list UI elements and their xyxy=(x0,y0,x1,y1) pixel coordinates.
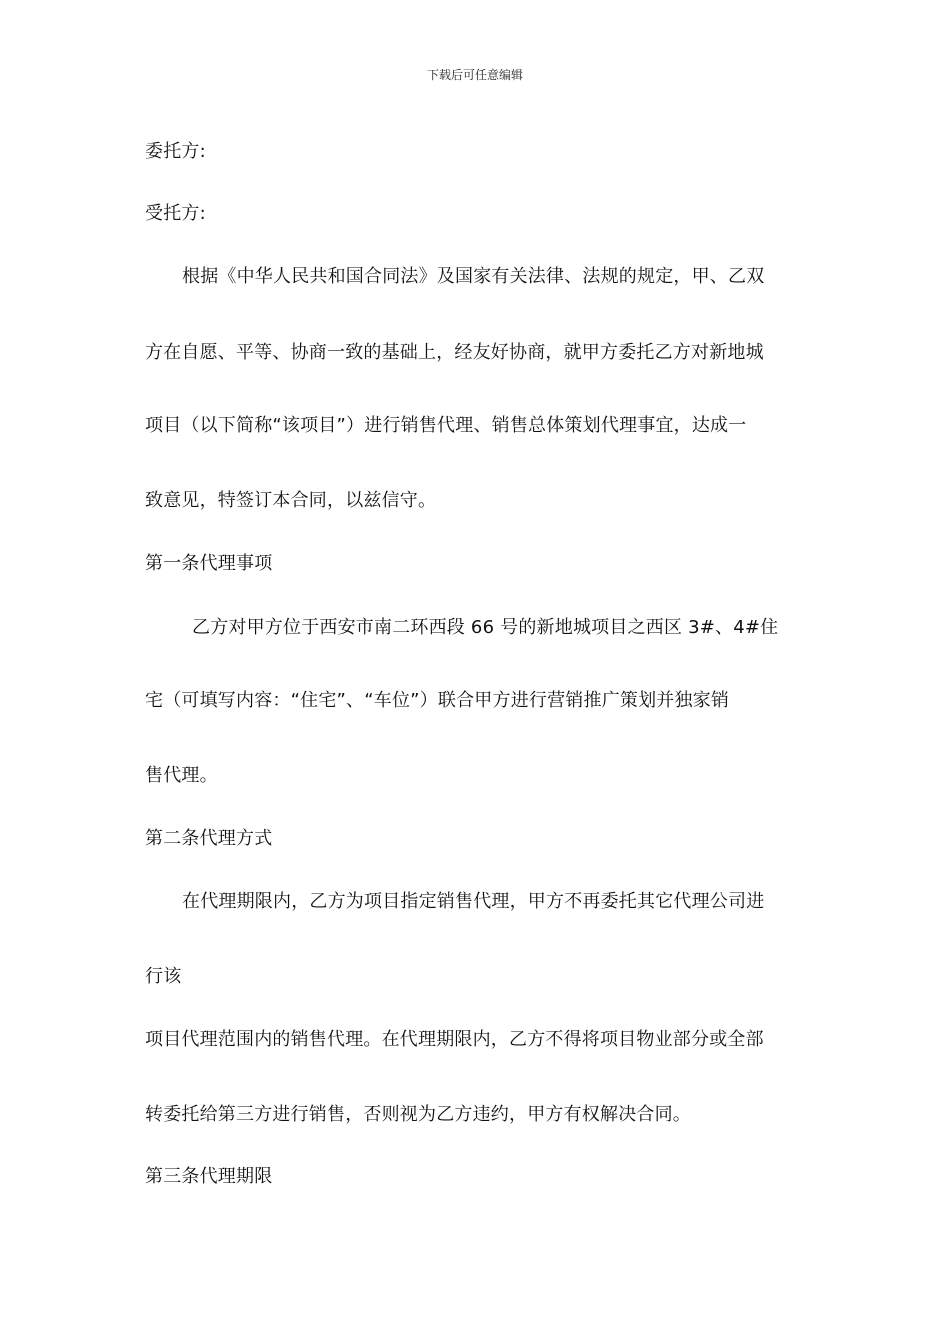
article-1-line: 售代理。 xyxy=(145,765,218,786)
article-2-heading: 第二条代理方式 xyxy=(145,828,273,849)
page-header: 下载后可任意编辑 xyxy=(426,68,523,82)
client-party-label: 委托方: xyxy=(145,141,206,162)
preamble-line: 根据《中华人民共和国合同法》及国家有关法律、法规的规定，甲、乙双 xyxy=(182,266,765,287)
article-2-line: 在代理期限内，乙方为项目指定销售代理，甲方不再委托其它代理公司进 xyxy=(182,891,765,912)
article-2-line: 项目代理范围内的销售代理。在代理期限内，乙方不得将项目物业部分或全部 xyxy=(145,1029,764,1050)
article-1-line: 乙方对甲方位于西安市南二环西段 66 号的新地城项目之西区 3#、4#住 xyxy=(192,617,779,638)
preamble-line: 项目（以下简称“该项目”）进行销售代理、销售总体策划代理事宜，达成一 xyxy=(145,415,747,436)
article-1-line: 宅（可填写内容：“住宅”、“车位”）联合甲方进行营销推广策划并独家销 xyxy=(145,690,730,711)
preamble-line: 致意见，特签订本合同，以兹信守。 xyxy=(145,490,437,511)
preamble-line: 方在自愿、平等、协商一致的基础上，经友好协商，就甲方委托乙方对新地城 xyxy=(145,342,764,363)
article-2-line: 行该 xyxy=(145,966,182,987)
article-2-line: 转委托给第三方进行销售，否则视为乙方违约，甲方有权解决合同。 xyxy=(145,1104,691,1125)
agent-party-label: 受托方: xyxy=(145,203,206,224)
article-1-heading: 第一条代理事项 xyxy=(145,553,273,574)
article-3-heading: 第三条代理期限 xyxy=(145,1166,273,1187)
